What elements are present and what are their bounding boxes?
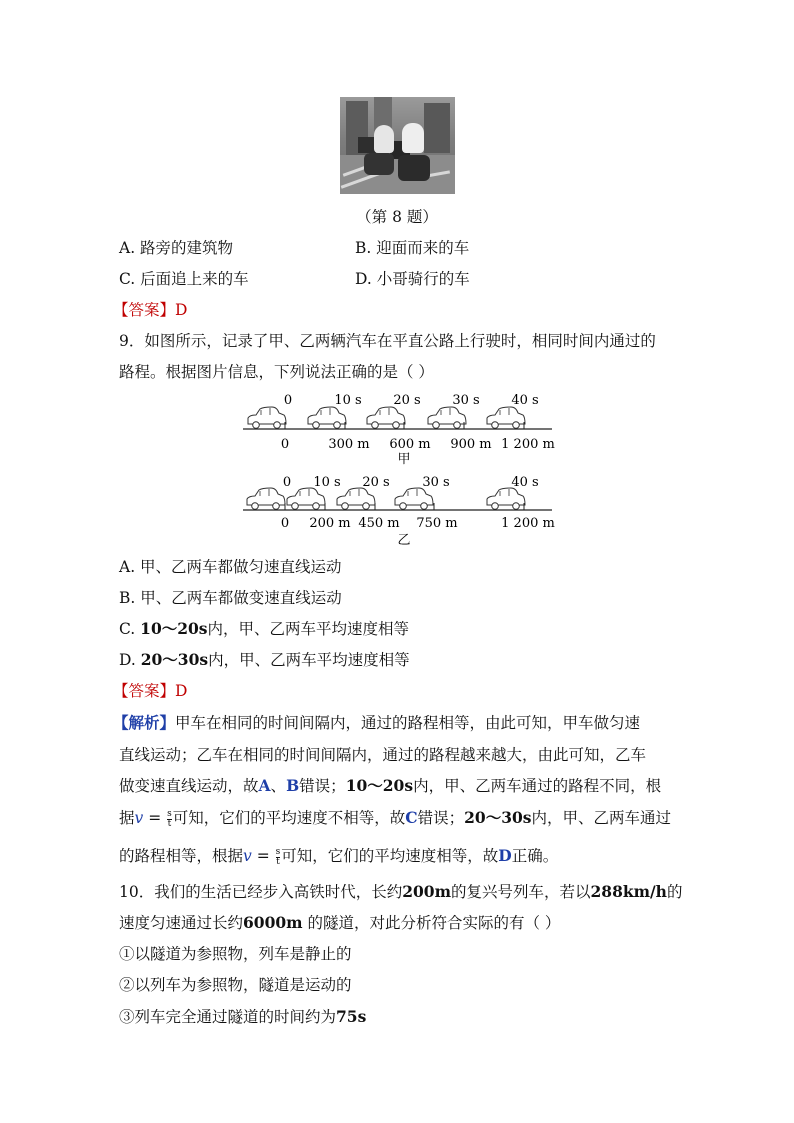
yi-dist-0: 0	[280, 516, 290, 531]
q9-analysis-line3	[119, 776, 661, 796]
formula-v: v	[134, 809, 144, 827]
analysis-text: 错误；	[417, 809, 465, 827]
analysis-text: 内，甲、乙两车通过的路程不同，根	[413, 777, 662, 795]
jia-time-0: 0	[283, 393, 293, 408]
yi-label: 乙	[397, 533, 411, 548]
yi-row	[243, 475, 555, 548]
jia-car-3	[428, 407, 466, 428]
yi-dist-4: 1 200 m	[501, 516, 555, 531]
q9-analysis-line1	[113, 713, 640, 733]
analysis-text-1: 甲车在相同的时间间隔内，通过的路程相等，由此可知，甲车做匀速	[175, 714, 641, 732]
velocity-formula	[135, 809, 173, 827]
yi-time-3: 30 s	[422, 475, 450, 490]
jia-dist-1: 300 m	[328, 437, 370, 452]
figure-caption-q8: （第 8 题）	[356, 208, 438, 226]
yi-dist-3: 750 m	[416, 516, 458, 531]
yi-car-4	[487, 488, 525, 509]
car-motion-diagram	[0, 388, 794, 548]
q10-text: 速度匀速通过长约	[119, 914, 244, 932]
option-d-prefix: D.	[119, 651, 141, 669]
jia-dist-2: 600 m	[389, 437, 431, 452]
q9-analysis-line4	[119, 808, 671, 829]
analysis-text: 内，甲、乙两车通过	[531, 809, 672, 827]
yi-car-3	[395, 488, 433, 509]
jia-time-4: 40 s	[511, 393, 539, 408]
yi-time-1: 10 s	[313, 475, 341, 490]
jia-car-4	[487, 407, 525, 428]
option-c-rest: 内，甲、乙两车平均速度相等	[207, 620, 410, 638]
formula-denominator: t	[276, 856, 280, 867]
delivery-riders-photo	[340, 97, 455, 194]
analysis-text: 正确。	[511, 847, 559, 865]
q10-text: 的隧道，对此分析符合实际的有（ ）	[302, 914, 561, 932]
analysis-option-ref: B	[286, 776, 300, 795]
answer-tag: 【答案】	[113, 682, 176, 700]
answer-tag: 【答案】	[113, 301, 176, 319]
q10-statement-1: ①以隧道为参照物，列车是静止的	[119, 945, 352, 963]
q10-value: 6000m	[243, 913, 303, 932]
jia-car-1	[308, 407, 346, 428]
q9-answer	[113, 681, 187, 701]
analysis-text: 做变速直线运动，故	[119, 777, 259, 795]
q8-option-c: C. 后面追上来的车	[119, 270, 249, 288]
formula-denominator: t	[167, 818, 172, 829]
q9-stem-line2: 路程。根据图片信息，下列说法正确的是（ ）	[119, 363, 434, 381]
analysis-text: 可知，它们的平均速度不相等，故	[172, 809, 406, 827]
q10-text: 的	[666, 883, 683, 901]
q9-option-d	[119, 650, 410, 670]
answer-value: D	[175, 682, 188, 700]
analysis-range: 20～30s	[464, 808, 532, 827]
formula-v: v	[243, 847, 252, 865]
q9-analysis-line2: 直线运动；乙车在相同的时间间隔内，通过的路程越来越大，由此可知，乙车	[119, 746, 647, 764]
jia-dist-4: 1 200 m	[501, 437, 555, 452]
velocity-formula	[243, 847, 281, 865]
q10-statement-2: ②以列车为参照物，隧道是运动的	[119, 976, 352, 994]
q9-analysis-line5	[119, 846, 558, 867]
formula-fraction	[276, 848, 281, 867]
option-d-range: 20～30s	[140, 650, 209, 669]
yi-car-2	[337, 488, 375, 509]
yi-car-0	[247, 488, 285, 509]
q9-option-c	[119, 619, 409, 639]
option-c-prefix: C.	[119, 620, 141, 638]
formula-numerator: s	[167, 808, 172, 819]
q8-option-a: A. 路旁的建筑物	[119, 239, 234, 257]
q9-option-a: A. 甲、乙两车都做匀速直线运动	[119, 558, 342, 576]
option-d-rest: 内，甲、乙两车平均速度相等	[208, 651, 410, 669]
q10-stem-line2	[119, 913, 560, 933]
analysis-text: 的路程相等，根据	[119, 847, 244, 865]
formula-eq: =	[251, 847, 275, 865]
q10-value: 75s	[336, 1007, 367, 1026]
jia-label: 甲	[397, 452, 411, 467]
yi-time-4: 40 s	[511, 475, 539, 490]
yi-time-0: 0	[282, 475, 292, 490]
yi-dist-1: 200 m	[309, 516, 351, 531]
q10-text: 10．我们的生活已经步入高铁时代，长约	[119, 883, 403, 901]
q10-stem-line1	[119, 882, 682, 902]
analysis-text: 可知，它们的平均速度相等，故	[281, 847, 499, 865]
q10-text: 的复兴号列车，若以	[451, 883, 591, 901]
option-c-range: 10～20s	[140, 619, 208, 638]
analysis-text: 错误；	[299, 777, 346, 795]
jia-time-1: 10 s	[334, 393, 362, 408]
q9-stem-line1: 9．如图所示，记录了甲、乙两辆汽车在平直公路上行驶时，相同时间内通过的	[119, 332, 656, 350]
analysis-option-ref: C	[405, 808, 418, 827]
jia-row	[243, 393, 555, 467]
q9-option-b: B. 甲、乙两车都做变速直线运动	[119, 589, 342, 607]
analysis-option-ref: D	[498, 846, 512, 865]
yi-dist-2: 450 m	[358, 516, 400, 531]
answer-value: D	[175, 301, 188, 319]
formula-numerator: s	[275, 846, 281, 857]
yi-time-2: 20 s	[362, 475, 390, 490]
q10-text: ③列车完全通过隧道的时间约为	[119, 1008, 337, 1026]
jia-dist-0: 0	[280, 437, 290, 452]
jia-car-2	[367, 407, 405, 428]
q10-value: 288km/h	[590, 882, 667, 901]
jia-time-3: 30 s	[452, 393, 480, 408]
jia-dist-3: 900 m	[450, 437, 492, 452]
jia-time-2: 20 s	[393, 393, 421, 408]
yi-car-1	[287, 488, 325, 509]
formula-fraction	[167, 810, 172, 829]
analysis-text: 据	[119, 809, 135, 827]
q8-answer	[113, 300, 187, 320]
analysis-option-ref: A	[258, 776, 271, 795]
q8-option-d: D. 小哥骑行的车	[355, 270, 470, 288]
jia-car-0	[248, 407, 286, 428]
analysis-tag: 【解析】	[113, 713, 176, 732]
q8-option-b: B. 迎面而来的车	[355, 239, 470, 257]
analysis-text: 、	[270, 777, 287, 795]
q10-statement-3	[119, 1007, 366, 1027]
formula-eq: =	[143, 809, 167, 827]
analysis-range: 10～20s	[345, 776, 414, 795]
q10-value: 200m	[402, 882, 451, 901]
